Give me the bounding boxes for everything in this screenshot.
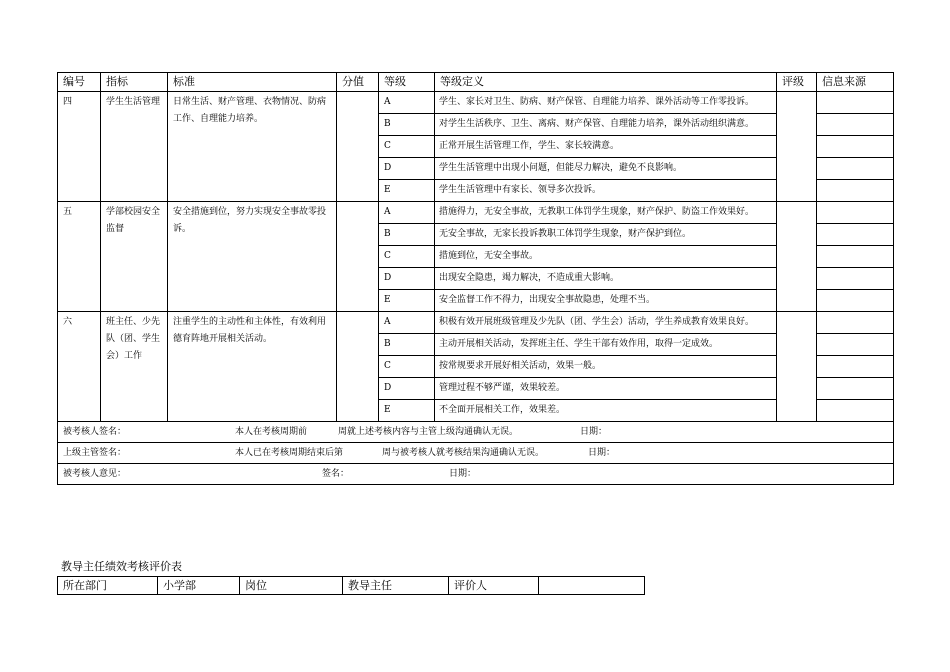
source-cell[interactable]: [817, 92, 894, 114]
grade-cell: A: [379, 92, 435, 114]
grade-definition: 学生生活管理中出现小问题，但能尽力解决，避免不良影响。: [435, 158, 777, 180]
rating-cell[interactable]: [777, 202, 817, 312]
supervisor-sign-text1: 本人已在考核周期结束后第: [235, 448, 344, 458]
source-cell[interactable]: [817, 158, 894, 180]
section-no: 四: [58, 92, 101, 202]
signature-cell[interactable]: [58, 464, 894, 485]
source-cell[interactable]: [817, 356, 894, 378]
assessee-sign-label: 被考核人签名：: [63, 427, 127, 437]
evaluator-label: 评价人: [449, 577, 539, 595]
grade-cell: D: [379, 378, 435, 400]
grade-definition: 学生、家长对卫生、防病、财产保管、自理能力培养、课外活动等工作零投诉。: [435, 92, 777, 114]
source-cell[interactable]: [817, 268, 894, 290]
table-header-row: [58, 73, 894, 92]
section-standard: 日常生活、财产管理、衣物情况、防病工作、自理能力培养。: [168, 92, 337, 202]
grade-definition: 学生生活管理中有家长、领导多次投诉。: [435, 180, 777, 202]
source-cell[interactable]: [817, 180, 894, 202]
second-form-table: [57, 576, 645, 595]
supervisor-sign-text2: 周与被考核人就考核结果沟通确认无误。: [382, 448, 545, 458]
table-row: [58, 92, 894, 114]
source-cell[interactable]: [817, 378, 894, 400]
grade-definition: 不全面开展相关工作，效果差。: [435, 400, 777, 422]
assessee-sign-text1: 本人在考核周期前: [235, 427, 308, 437]
section-standard: 安全措施到位，努力实现安全事故零投诉。: [168, 202, 337, 312]
assessee-sign-text2: 周就上述考核内容与主管上级沟通确认无误。: [338, 427, 519, 437]
grade-cell: D: [379, 268, 435, 290]
grade-definition: 主动开展相关活动，发挥班主任、学生干部有效作用，取得一定成效。: [435, 334, 777, 356]
grade-cell: B: [379, 224, 435, 246]
evaluator-value[interactable]: [539, 577, 645, 595]
grade-definition: 安全监督工作不得力，出现安全事故隐患，处理不当。: [435, 290, 777, 312]
grade-cell: B: [379, 114, 435, 136]
section-indicator: 学生生活管理: [101, 92, 168, 202]
header-no: 编号: [58, 73, 101, 92]
source-cell[interactable]: [817, 400, 894, 422]
grade-cell: C: [379, 246, 435, 268]
supervisor-sign-label: 上级主管签名：: [63, 448, 127, 458]
second-form-title: 教导主任绩效考核评价表: [61, 560, 182, 573]
grade-cell: A: [379, 312, 435, 334]
signature-cell[interactable]: [58, 422, 894, 443]
source-cell[interactable]: [817, 224, 894, 246]
opinion-date: 日期：: [449, 469, 477, 479]
source-cell[interactable]: [817, 114, 894, 136]
section-indicator: 班主任、少先队（团、学生会）工作: [101, 312, 168, 422]
header-score: 分值: [337, 73, 379, 92]
signature-cell[interactable]: [58, 443, 894, 464]
table-row: [58, 577, 645, 595]
grade-definition: 措施得力，无安全事故，无教职工体罚学生现象，财产保护、防盗工作效果好。: [435, 202, 777, 224]
grade-cell: D: [379, 158, 435, 180]
table-row: [58, 202, 894, 224]
grade-definition: 管理过程不够严谨，效果较差。: [435, 378, 777, 400]
section-no: 五: [58, 202, 101, 312]
signature-row-opinion: [58, 464, 894, 485]
grade-cell: C: [379, 136, 435, 158]
grade-definition: 出现安全隐患，竭力解决，不造成重大影响。: [435, 268, 777, 290]
source-cell[interactable]: [817, 246, 894, 268]
grade-definition: 对学生生活秩序、卫生、离病、财产保管、自理能力培养，课外活动组织满意。: [435, 114, 777, 136]
grade-definition: 积极有效开展班级管理及少先队（团、学生会）活动，学生养成教育效果良好。: [435, 312, 777, 334]
section-standard: 注重学生的主动性和主体性，有效利用德育阵地开展相关活动。: [168, 312, 337, 422]
header-source: 信息来源: [817, 73, 894, 92]
table-row: [58, 312, 894, 334]
score-cell[interactable]: [337, 92, 379, 202]
rating-cell[interactable]: [777, 92, 817, 202]
header-definition: 等级定义: [435, 73, 777, 92]
rating-cell[interactable]: [777, 312, 817, 422]
source-cell[interactable]: [817, 136, 894, 158]
header-indicator: 指标: [101, 73, 168, 92]
signature-row-assessee: [58, 422, 894, 443]
signature-row-supervisor: [58, 443, 894, 464]
assessee-sign-date: 日期：: [580, 427, 608, 437]
grade-cell: E: [379, 290, 435, 312]
dept-value[interactable]: 小学部: [158, 577, 240, 595]
source-cell[interactable]: [817, 290, 894, 312]
post-value[interactable]: 教导主任: [343, 577, 449, 595]
source-cell[interactable]: [817, 202, 894, 224]
post-label: 岗位: [240, 577, 343, 595]
header-standard: 标准: [168, 73, 337, 92]
grade-definition: 正常开展生活管理工作，学生、家长较满意。: [435, 136, 777, 158]
grade-cell: C: [379, 356, 435, 378]
grade-definition: 按常规要求开展好相关活动，效果一般。: [435, 356, 777, 378]
opinion-label: 被考核人意见：: [63, 469, 127, 479]
score-cell[interactable]: [337, 202, 379, 312]
header-rating: 评级: [777, 73, 817, 92]
source-cell[interactable]: [817, 334, 894, 356]
opinion-sign: 签名：: [322, 469, 350, 479]
section-indicator: 学部校园安全监督: [101, 202, 168, 312]
grade-cell: B: [379, 334, 435, 356]
section-no: 六: [58, 312, 101, 422]
grade-definition: 无安全事故，无家长投诉教职工体罚学生现象，财产保护到位。: [435, 224, 777, 246]
grade-definition: 措施到位，无安全事故。: [435, 246, 777, 268]
assessment-table: [57, 72, 894, 485]
dept-label: 所在部门: [58, 577, 158, 595]
supervisor-sign-date: 日期：: [588, 448, 616, 458]
grade-cell: E: [379, 180, 435, 202]
source-cell[interactable]: [817, 312, 894, 334]
score-cell[interactable]: [337, 312, 379, 422]
grade-cell: E: [379, 400, 435, 422]
grade-cell: A: [379, 202, 435, 224]
header-grade: 等级: [379, 73, 435, 92]
